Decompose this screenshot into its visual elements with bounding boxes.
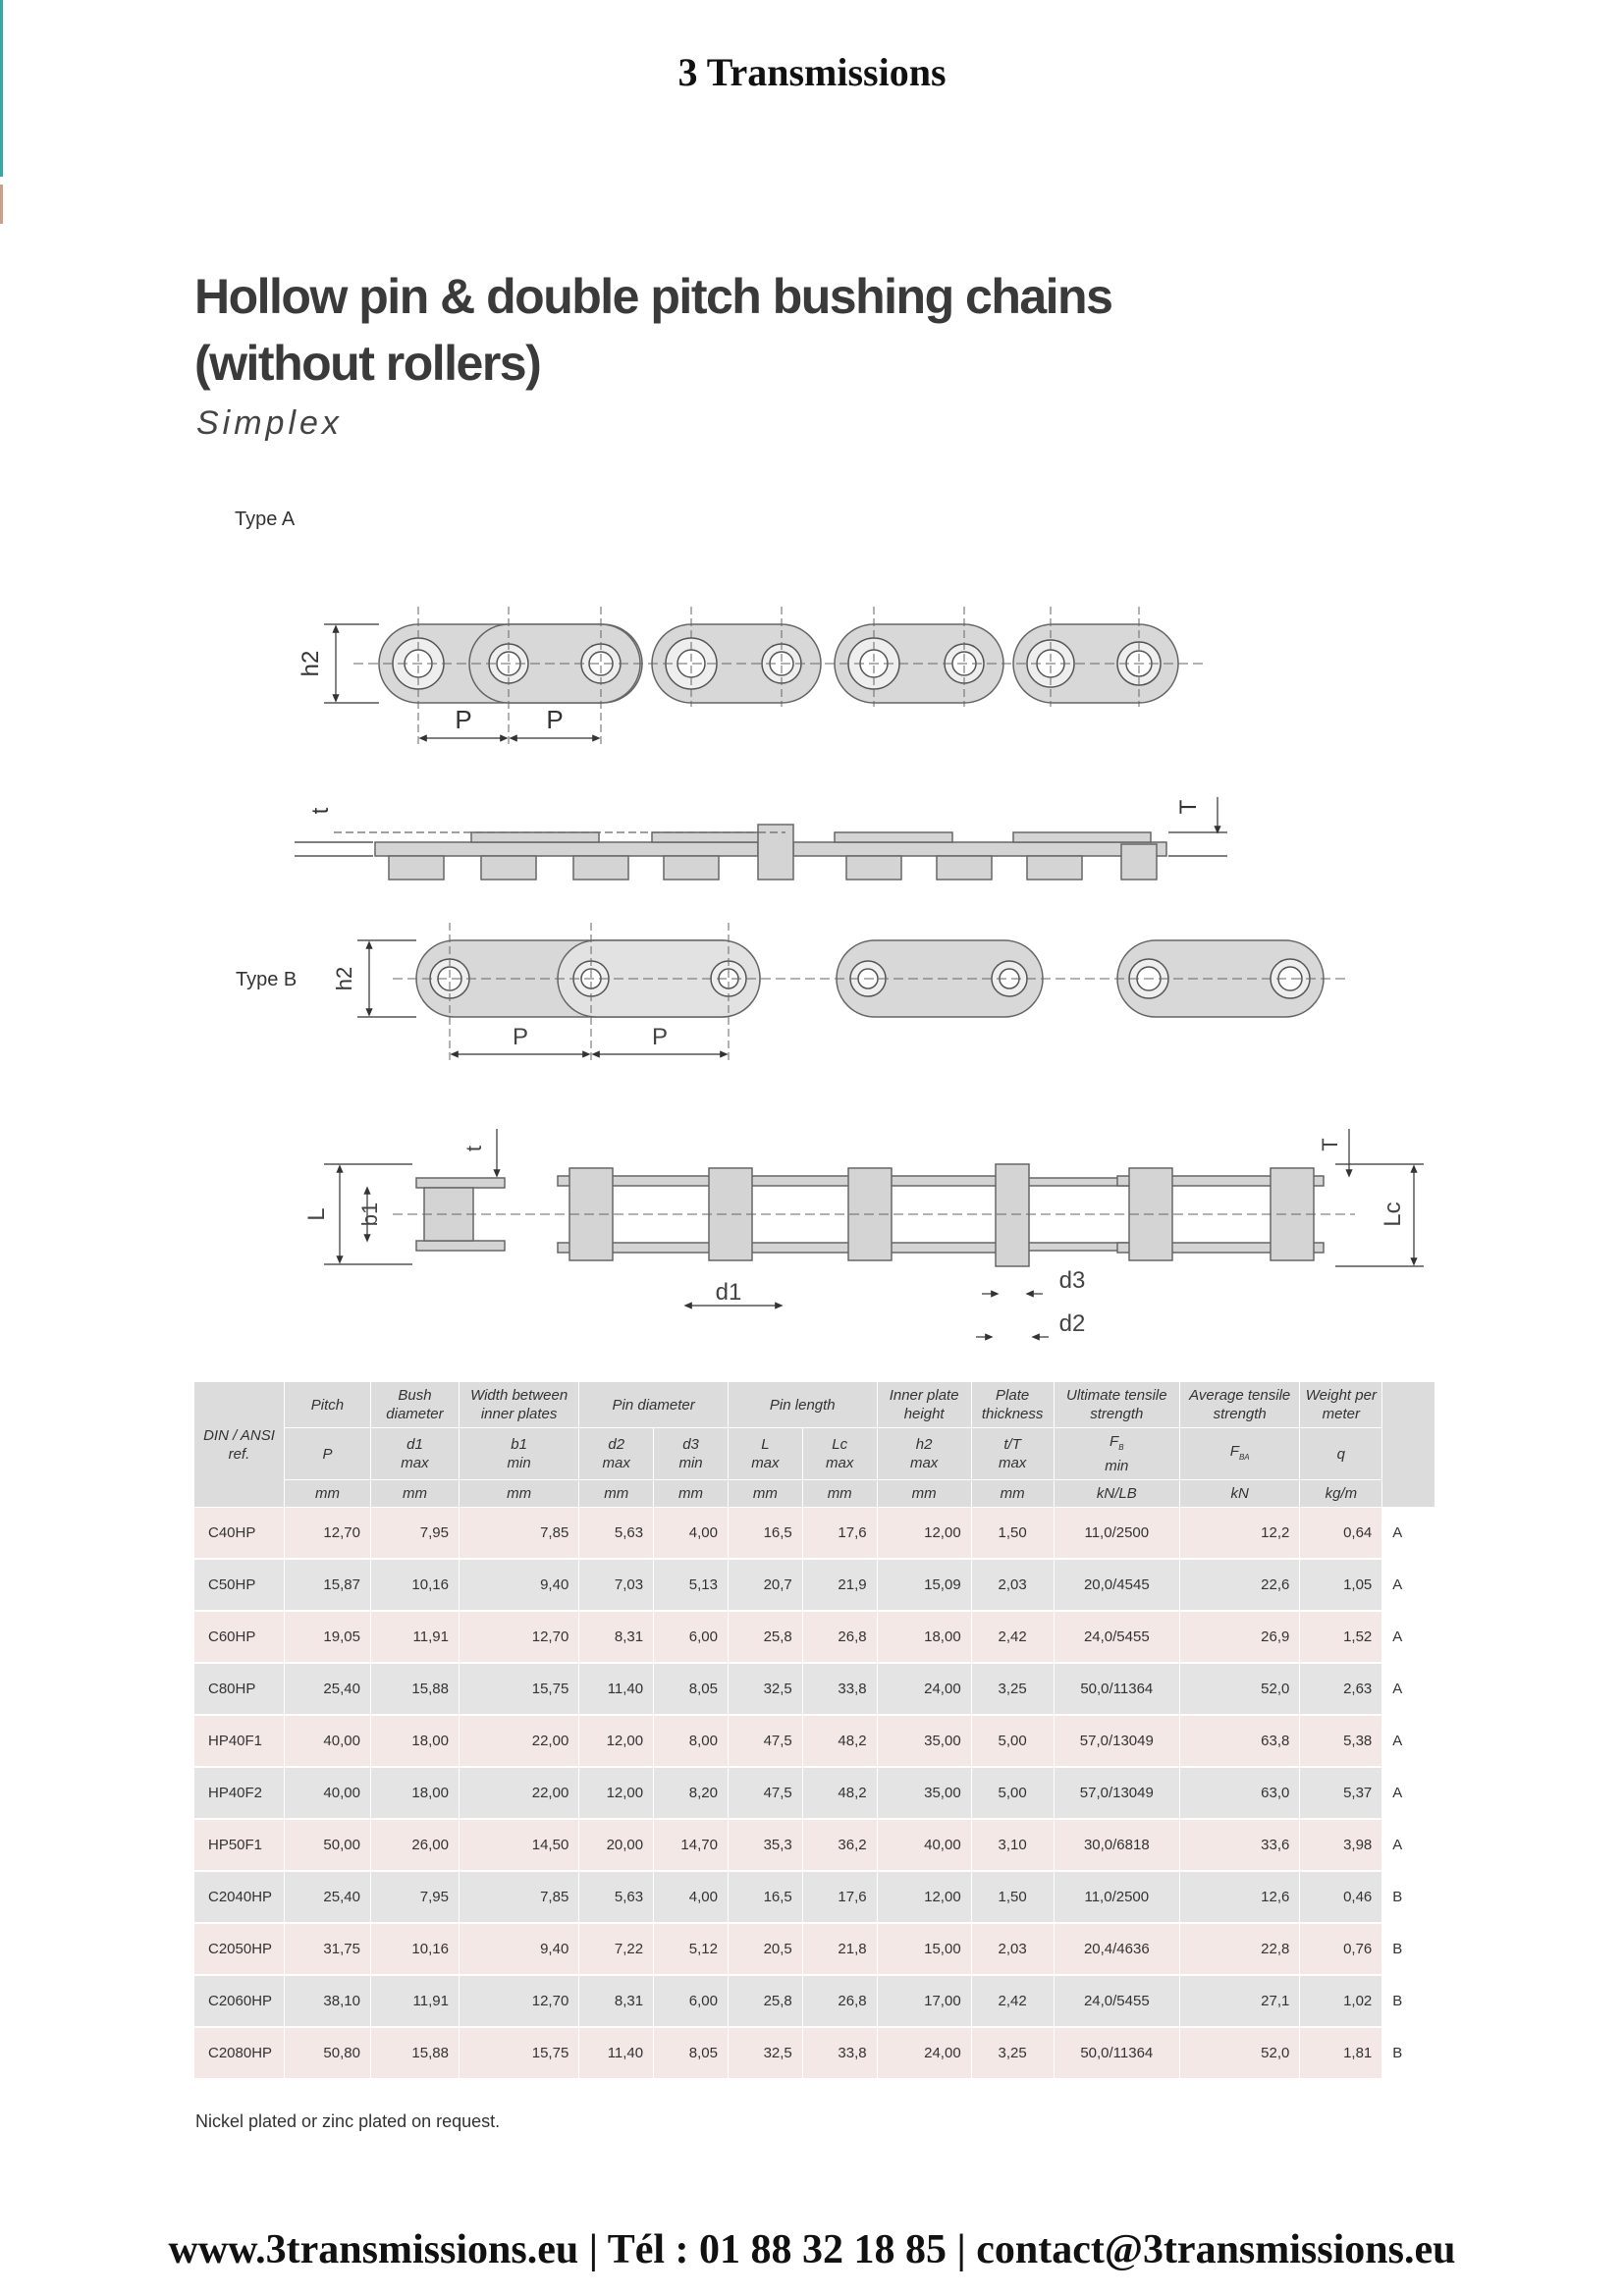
cell-lc: 33,8 xyxy=(802,2027,877,2079)
table-row xyxy=(194,1663,1435,1715)
cell-d3: 5,13 xyxy=(654,1559,729,1611)
cell-h2: 15,00 xyxy=(877,1923,971,1975)
cell-fba: 12,6 xyxy=(1180,1871,1300,1923)
sym-d2: d2 max xyxy=(579,1428,654,1480)
cell-lc: 33,8 xyxy=(802,1663,877,1715)
cell-q: 1,52 xyxy=(1300,1611,1382,1663)
cell-d1: 10,16 xyxy=(370,1559,459,1611)
cell-h2: 24,00 xyxy=(877,2027,971,2079)
sym-tt: t/T max xyxy=(971,1428,1054,1480)
cell-p: 40,00 xyxy=(285,1767,371,1819)
cell-b1: 22,00 xyxy=(459,1767,578,1819)
cell-d1: 26,00 xyxy=(370,1819,459,1871)
table-row xyxy=(194,1923,1435,1975)
unit-d3: mm xyxy=(654,1480,729,1508)
unit-l: mm xyxy=(728,1480,802,1508)
cell-fba: 33,6 xyxy=(1180,1819,1300,1871)
table-row xyxy=(194,1975,1435,2027)
cell-l: 20,5 xyxy=(728,1923,802,1975)
col-width: Width between inner plates xyxy=(459,1382,578,1428)
cell-l: 25,8 xyxy=(728,1611,802,1663)
cell-t: 3,25 xyxy=(971,2027,1054,2079)
cell-lc: 48,2 xyxy=(802,1767,877,1819)
cell-p: 31,75 xyxy=(285,1923,371,1975)
cell-lc: 26,8 xyxy=(802,1611,877,1663)
cell-d1: 7,95 xyxy=(370,1508,459,1560)
sym-d1: d1 max xyxy=(370,1428,459,1480)
cell-fb: 20,0/4545 xyxy=(1054,1559,1179,1611)
cell-fba: 52,0 xyxy=(1180,1663,1300,1715)
cell-ref: C2040HP xyxy=(194,1871,285,1923)
cell-ref: C2060HP xyxy=(194,1975,285,2027)
cell-ref: C50HP xyxy=(194,1559,285,1611)
cell-lc: 48,2 xyxy=(802,1715,877,1767)
cell-p: 25,40 xyxy=(285,1663,371,1715)
cell-q: 1,05 xyxy=(1300,1559,1382,1611)
cell-fb: 50,0/11364 xyxy=(1054,2027,1179,2079)
cell-l: 32,5 xyxy=(728,2027,802,2079)
cell-fb: 24,0/5455 xyxy=(1054,1975,1179,2027)
cell-d3: 8,05 xyxy=(654,2027,729,2079)
cell-b1: 9,40 xyxy=(459,1923,578,1975)
col-type xyxy=(1382,1382,1435,1508)
dim-h2-a: h2 xyxy=(298,650,324,677)
table-row xyxy=(194,1767,1435,1819)
company-name: 3 Transmissions xyxy=(677,50,947,94)
cell-d3: 8,00 xyxy=(654,1715,729,1767)
cell-l: 47,5 xyxy=(728,1715,802,1767)
cell-q: 1,81 xyxy=(1300,2027,1382,2079)
dim-p-a2: P xyxy=(546,705,564,734)
unit-fb: kN/LB xyxy=(1054,1480,1179,1508)
cell-q: 5,38 xyxy=(1300,1715,1382,1767)
unit-p: mm xyxy=(285,1480,371,1508)
col-pitch: Pitch xyxy=(285,1382,371,1428)
cell-p: 25,40 xyxy=(285,1871,371,1923)
cell-d3: 4,00 xyxy=(654,1871,729,1923)
cell-fba: 52,0 xyxy=(1180,2027,1300,2079)
cell-h2: 35,00 xyxy=(877,1767,971,1819)
table-row xyxy=(194,1819,1435,1871)
dim-d2: d2 xyxy=(1058,1310,1086,1337)
dim-d3: d3 xyxy=(1058,1267,1086,1294)
unit-b1: mm xyxy=(459,1480,578,1508)
cell-ref: C60HP xyxy=(194,1611,285,1663)
cell-d2: 12,00 xyxy=(579,1715,654,1767)
table-row xyxy=(194,1715,1435,1767)
col-bush: Bush diameter xyxy=(370,1382,459,1428)
cell-lc: 26,8 xyxy=(802,1975,877,2027)
unit-lc: mm xyxy=(802,1480,877,1508)
cell-fba: 26,9 xyxy=(1180,1611,1300,1663)
type-b-side-view xyxy=(332,923,1345,1060)
cell-lc: 21,8 xyxy=(802,1923,877,1975)
cell-d1: 7,95 xyxy=(370,1871,459,1923)
cell-h2: 15,09 xyxy=(877,1559,971,1611)
cell-fba: 27,1 xyxy=(1180,1975,1300,2027)
unit-d1: mm xyxy=(370,1480,459,1508)
footer-contact: www.3transmissions.eu | Tél : 01 88 32 18 85 | contact@3transmissions.eu xyxy=(168,2227,1456,2272)
type-a-side-view xyxy=(298,607,1208,746)
cell-d1: 11,91 xyxy=(370,1975,459,2027)
cell-p: 50,80 xyxy=(285,2027,371,2079)
table-body xyxy=(194,1508,1435,2080)
cell-t: 2,42 xyxy=(971,1975,1054,2027)
type-b-top-view xyxy=(303,1129,1424,1337)
cell-type: B xyxy=(1382,1923,1435,1975)
dim-p-b2: P xyxy=(651,1024,669,1050)
table-row xyxy=(194,1559,1435,1611)
cell-fb: 50,0/11364 xyxy=(1054,1663,1179,1715)
cell-fb: 11,0/2500 xyxy=(1054,1871,1179,1923)
cell-t: 2,03 xyxy=(971,1559,1054,1611)
cell-p: 40,00 xyxy=(285,1715,371,1767)
cell-fba: 22,8 xyxy=(1180,1923,1300,1975)
cell-type: A xyxy=(1382,1715,1435,1767)
cell-q: 2,63 xyxy=(1300,1663,1382,1715)
col-weight: Weight per meter xyxy=(1300,1382,1382,1428)
title-line-2: (without rollers) xyxy=(194,336,541,391)
cell-ref: HP40F2 xyxy=(194,1767,285,1819)
cell-lc: 17,6 xyxy=(802,1871,877,1923)
cell-t: 2,42 xyxy=(971,1611,1054,1663)
table-row xyxy=(194,1508,1435,1560)
cell-d1: 10,16 xyxy=(370,1923,459,1975)
cell-b1: 12,70 xyxy=(459,1975,578,2027)
cell-ref: HP50F1 xyxy=(194,1819,285,1871)
specification-table xyxy=(194,1382,1435,2080)
dim-lc: Lc xyxy=(1380,1201,1406,1227)
cell-lc: 21,9 xyxy=(802,1559,877,1611)
cell-p: 12,70 xyxy=(285,1508,371,1560)
cell-d3: 8,05 xyxy=(654,1663,729,1715)
type-a-label: Type A xyxy=(235,508,296,530)
sym-d3: d3 min xyxy=(654,1428,729,1480)
col-inner-height: Inner plate height xyxy=(877,1382,971,1428)
table-row xyxy=(194,1611,1435,1663)
cell-ref: HP40F1 xyxy=(194,1715,285,1767)
sym-b1: b1 min xyxy=(459,1428,578,1480)
cell-d2: 12,00 xyxy=(579,1767,654,1819)
cell-lc: 36,2 xyxy=(802,1819,877,1871)
sym-fba: $F_{BA}$ xyxy=(1180,1428,1300,1480)
cell-p: 15,87 xyxy=(285,1559,371,1611)
cell-fb: 20,4/4636 xyxy=(1054,1923,1179,1975)
cell-type: A xyxy=(1382,1508,1435,1560)
cell-d2: 5,63 xyxy=(579,1508,654,1560)
cell-fb: 24,0/5455 xyxy=(1054,1611,1179,1663)
sym-q: q xyxy=(1300,1428,1382,1480)
dim-L: L xyxy=(303,1207,330,1221)
cell-q: 1,02 xyxy=(1300,1975,1382,2027)
cell-q: 0,46 xyxy=(1300,1871,1382,1923)
cell-fba: 12,2 xyxy=(1180,1508,1300,1560)
unit-tt: mm xyxy=(971,1480,1054,1508)
cell-h2: 35,00 xyxy=(877,1715,971,1767)
cell-t: 5,00 xyxy=(971,1715,1054,1767)
table-header-row xyxy=(194,1382,1435,1428)
cell-b1: 15,75 xyxy=(459,1663,578,1715)
cell-d2: 5,63 xyxy=(579,1871,654,1923)
cell-fba: 63,0 xyxy=(1180,1767,1300,1819)
cell-type: A xyxy=(1382,1611,1435,1663)
cell-type: B xyxy=(1382,1975,1435,2027)
dim-h2-b: h2 xyxy=(332,966,356,991)
cell-d3: 14,70 xyxy=(654,1819,729,1871)
cell-d1: 15,88 xyxy=(370,2027,459,2079)
table-symbol-row xyxy=(194,1428,1435,1480)
cell-type: A xyxy=(1382,1767,1435,1819)
cell-ref: C2080HP xyxy=(194,2027,285,2079)
cell-d2: 8,31 xyxy=(579,1611,654,1663)
cell-q: 0,76 xyxy=(1300,1923,1382,1975)
dim-T-b: T xyxy=(1318,1138,1342,1151)
cell-b1: 9,40 xyxy=(459,1559,578,1611)
unit-d2: mm xyxy=(579,1480,654,1508)
cell-t: 2,03 xyxy=(971,1923,1054,1975)
cell-b1: 14,50 xyxy=(459,1819,578,1871)
cell-type: A xyxy=(1382,1819,1435,1871)
cell-t: 3,10 xyxy=(971,1819,1054,1871)
col-pin-length: Pin length xyxy=(728,1382,877,1428)
cell-l: 35,3 xyxy=(728,1819,802,1871)
cell-d2: 7,03 xyxy=(579,1559,654,1611)
sym-fb: $F_B$ min xyxy=(1054,1428,1179,1480)
sym-l: L max xyxy=(728,1428,802,1480)
cell-ref: C80HP xyxy=(194,1663,285,1715)
cell-d3: 6,00 xyxy=(654,1611,729,1663)
cell-t: 3,25 xyxy=(971,1663,1054,1715)
cell-h2: 18,00 xyxy=(877,1611,971,1663)
cell-q: 3,98 xyxy=(1300,1819,1382,1871)
cell-l: 32,5 xyxy=(728,1663,802,1715)
dim-t-b: t xyxy=(461,1145,486,1152)
cell-l: 16,5 xyxy=(728,1508,802,1560)
cell-h2: 12,00 xyxy=(877,1508,971,1560)
cell-fba: 22,6 xyxy=(1180,1559,1300,1611)
cell-b1: 15,75 xyxy=(459,2027,578,2079)
cell-fb: 30,0/6818 xyxy=(1054,1819,1179,1871)
cell-d2: 20,00 xyxy=(579,1819,654,1871)
type-b-label: Type B xyxy=(236,969,298,990)
cell-b1: 7,85 xyxy=(459,1508,578,1560)
cell-d2: 11,40 xyxy=(579,2027,654,2079)
table-unit-row xyxy=(194,1480,1435,1508)
cell-p: 50,00 xyxy=(285,1819,371,1871)
dim-b1: b1 xyxy=(357,1201,382,1227)
unit-q: kg/m xyxy=(1300,1480,1382,1508)
cell-d2: 11,40 xyxy=(579,1663,654,1715)
cell-d1: 15,88 xyxy=(370,1663,459,1715)
cell-d1: 18,00 xyxy=(370,1715,459,1767)
cell-lc: 17,6 xyxy=(802,1508,877,1560)
cell-l: 47,5 xyxy=(728,1767,802,1819)
cell-type: A xyxy=(1382,1559,1435,1611)
cell-d3: 5,12 xyxy=(654,1923,729,1975)
cell-d2: 7,22 xyxy=(579,1923,654,1975)
cell-type: A xyxy=(1382,1663,1435,1715)
cell-b1: 22,00 xyxy=(459,1715,578,1767)
cell-t: 1,50 xyxy=(971,1871,1054,1923)
col-pin-diameter: Pin diameter xyxy=(579,1382,729,1428)
cell-fba: 63,8 xyxy=(1180,1715,1300,1767)
sym-h2: h2 max xyxy=(877,1428,971,1480)
cell-l: 20,7 xyxy=(728,1559,802,1611)
dim-t-a: t xyxy=(307,807,334,815)
type-a-top-view xyxy=(295,797,1227,880)
col-uts: Ultimate tensile strength xyxy=(1054,1382,1179,1428)
col-ref: DIN / ANSI ref. xyxy=(194,1382,285,1508)
cell-b1: 12,70 xyxy=(459,1611,578,1663)
dim-p-b1: P xyxy=(512,1024,529,1050)
sym-p: P xyxy=(285,1428,371,1480)
unit-h2: mm xyxy=(877,1480,971,1508)
cell-b1: 7,85 xyxy=(459,1871,578,1923)
cell-h2: 40,00 xyxy=(877,1819,971,1871)
col-ats: Average tensile strength xyxy=(1180,1382,1300,1428)
footnote: Nickel plated or zinc plated on request. xyxy=(195,2111,501,2131)
cell-fb: 57,0/13049 xyxy=(1054,1715,1179,1767)
cell-p: 38,10 xyxy=(285,1975,371,2027)
cell-d3: 8,20 xyxy=(654,1767,729,1819)
cell-h2: 17,00 xyxy=(877,1975,971,2027)
dim-d1: d1 xyxy=(715,1279,742,1306)
cell-type: B xyxy=(1382,1871,1435,1923)
cell-d3: 4,00 xyxy=(654,1508,729,1560)
table-row xyxy=(194,1871,1435,1923)
cell-ref: C40HP xyxy=(194,1508,285,1560)
cell-h2: 12,00 xyxy=(877,1871,971,1923)
sym-lc: Lc max xyxy=(802,1428,877,1480)
cell-t: 5,00 xyxy=(971,1767,1054,1819)
col-plate-thickness: Plate thickness xyxy=(971,1382,1054,1428)
cell-l: 25,8 xyxy=(728,1975,802,2027)
page-subtitle: Simplex xyxy=(196,404,343,442)
unit-fba: kN xyxy=(1180,1480,1300,1508)
cell-d3: 6,00 xyxy=(654,1975,729,2027)
dim-T-a: T xyxy=(1175,799,1202,815)
cell-h2: 24,00 xyxy=(877,1663,971,1715)
title-line-1: Hollow pin & double pitch bushing chains xyxy=(194,269,1112,324)
cell-fb: 57,0/13049 xyxy=(1054,1767,1179,1819)
cell-d2: 8,31 xyxy=(579,1975,654,2027)
cell-t: 1,50 xyxy=(971,1508,1054,1560)
cell-p: 19,05 xyxy=(285,1611,371,1663)
cell-ref: C2050HP xyxy=(194,1923,285,1975)
cell-type: B xyxy=(1382,2027,1435,2079)
cell-l: 16,5 xyxy=(728,1871,802,1923)
cell-d1: 11,91 xyxy=(370,1611,459,1663)
table-row xyxy=(194,2027,1435,2079)
cell-q: 0,64 xyxy=(1300,1508,1382,1560)
cell-fb: 11,0/2500 xyxy=(1054,1508,1179,1560)
dim-p-a1: P xyxy=(455,705,472,734)
cell-d1: 18,00 xyxy=(370,1767,459,1819)
cell-q: 5,37 xyxy=(1300,1767,1382,1819)
